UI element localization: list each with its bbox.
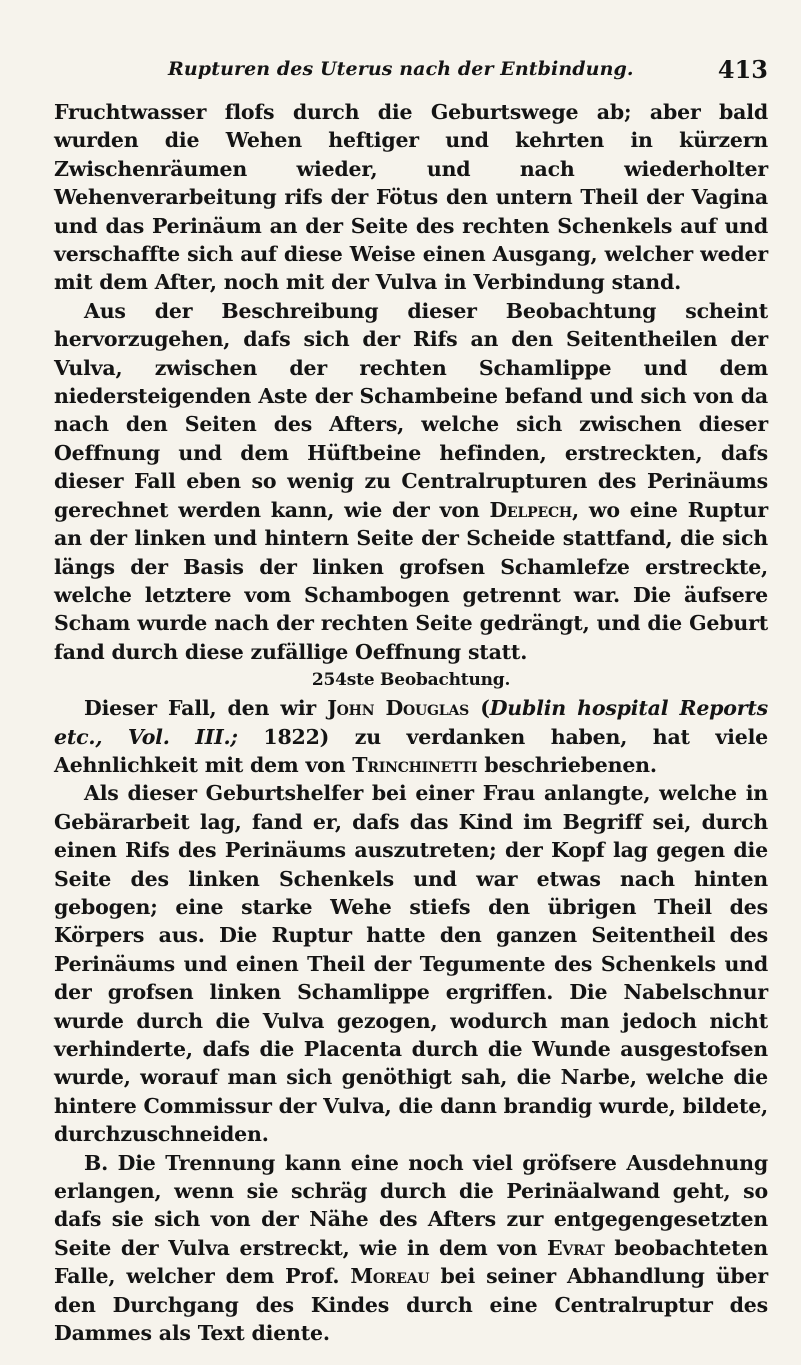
text-run: , wo eine Ruptur an der linken und hintern Seite der Scheide stattfand, die sich längs der Basis der linken grofsen Schamlefze erstreckte, welche letztere vom Schambogen getrennt war. Die äufsere Scham wurde nach der rechten Seite gedrängt, und die Geburt fand durch diese zufällige Oeffnung statt. xyxy=(54,497,768,664)
paragraph-case-intro xyxy=(54,694,768,779)
text-run: 1822) zu verdanken haben, hat viele Aehnlichkeit mit dem von xyxy=(54,724,768,777)
text-run: beobachteten Falle, welcher dem Prof. xyxy=(54,1235,768,1289)
page-number: 413 xyxy=(717,55,768,84)
text-run: Dieser Fall, den wir xyxy=(84,696,328,721)
paragraph-continuation: Fruchtwasser flofs durch die Geburtswege ab; aber bald wurden die Wehen heftiger und kehrten in kürzern Zwischenräumen wieder, und nach wiederholter Wehenverarbeitung rifs der Fötus den untern Theil der Vagina und das Perinäum an der Seite des rechten Schenkels auf und verschaffte sich auf diese Weise einen Ausgang, welcher weder mit dem After, noch mit der Vulva in Verbindung stand. xyxy=(54,100,768,295)
text-run: B. Die Trennung kann eine noch viel gröfsere Ausdehnung erlangen, wenn sie schräg durch die Perinäalwand geht, so dafs sie sich von der Nähe des Afters zur entgegengesetzten Seite der Vulva erstreckt, wie in dem von xyxy=(54,1150,768,1260)
author-name-moreau: Moreau xyxy=(350,1264,430,1289)
running-title: Rupturen des Uterus nach der Entbindung. xyxy=(168,58,634,80)
author-name-evrat: Evrat xyxy=(546,1235,605,1260)
author-name-douglas: John Douglas xyxy=(327,696,470,721)
paragraph-analysis xyxy=(54,297,768,666)
paragraph-case-description: Als dieser Geburtshelfer bei einer Frau anlangte, welche in Gebärarbeit lag, fand er, dafs das Kind im Begriff sei, durch einen Rifs des Perinäums auszutreten; der Kopf lag gegen die Seite des linken Schenkels und war etwas nach hinten gebogen; eine starke Wehe stiefs den übrigen Theil des Körpers aus. Die Ruptur hatte den ganzen Seitentheil des Perinäums und einen Theil der Tegumente des Schenkels und der grofsen linken Schamlippe ergriffen. Die Nabelschnur wurde durch die Vulva gezogen, wodurch man jedoch nicht verhinderte, dafs die Placenta durch die Wunde ausgestofsen wurde, worauf man sich genöthigt sah, die Narbe, welche die hintere Commissur der Vulva, die dann brandig wurde, bildete, durchzuschneiden. xyxy=(54,781,768,1147)
observation-heading: 254ste Beobachtung. xyxy=(311,670,511,691)
text-run: ( xyxy=(469,696,490,721)
text-run: Aus der Beschreibung dieser Beobachtung scheint hervorzugehen, dafs sich der Rifs an den Seitentheilen der Vulva, zwischen der rechten Schamlippe und dem niedersteigenden Aste der Schambeine befand und sich von da nach den Seiten des Afters, welche sich zwischen dieser Oeffnung und dem Hüftbeine hefinden, erstreckten, dafs dieser Fall eben so wenig zu Centralrupturen des Perinäums gerechnet werden kann, wie der von xyxy=(54,298,768,522)
source-citation: Dublin hospital Reports etc., Vol. III.; xyxy=(54,696,768,749)
body-text xyxy=(54,98,768,1347)
author-name-delpech: Delpech xyxy=(489,497,572,522)
paragraph-section-b xyxy=(54,1149,768,1348)
text-run: beschriebenen. xyxy=(477,752,657,777)
author-name-trinchinetti: Trinchinetti xyxy=(352,752,478,777)
text-run: bei seiner Abhandlung über den Durchgang des Kindes durch eine Centralruptur des Dammes als Text diente. xyxy=(54,1264,768,1346)
running-head xyxy=(168,55,768,88)
